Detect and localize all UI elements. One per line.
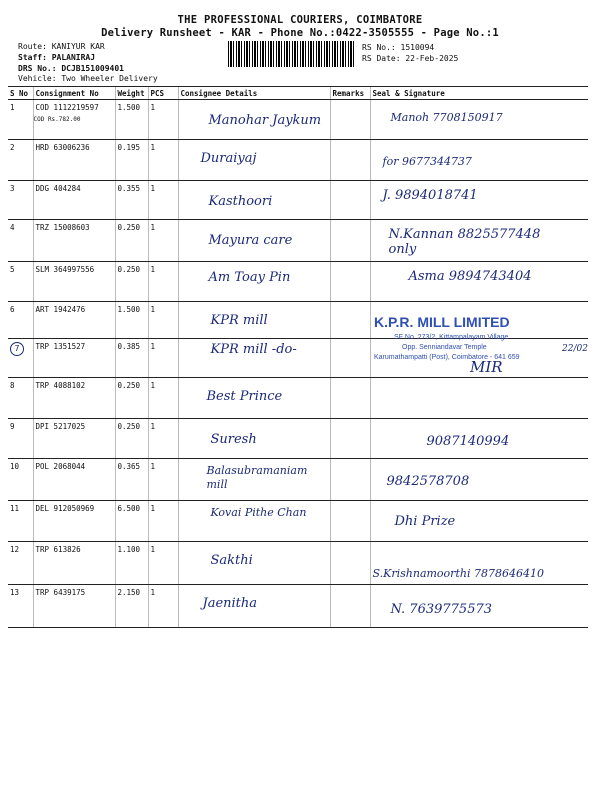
row-consignment: DDG 404284 xyxy=(33,181,115,220)
row-consignment: DPI 5217025 xyxy=(33,419,115,459)
table-row xyxy=(8,100,588,140)
row-signature: Asma 9894743404 xyxy=(370,262,588,302)
stamp-address-2: Opp. Senniandavar Temple xyxy=(402,344,487,351)
table-row xyxy=(8,140,588,181)
row-weight: 1.500 xyxy=(115,100,148,140)
row-consignment: TRP 6439175 xyxy=(33,585,115,628)
table-row xyxy=(8,419,588,459)
row-consignee: Mayura care xyxy=(178,220,330,262)
row-consignee: Sakthi xyxy=(178,542,330,585)
row-remarks xyxy=(330,339,370,378)
row-remarks xyxy=(330,262,370,302)
row-signature: 9842578708 xyxy=(370,459,588,501)
row-consignment: SLM 364997556 xyxy=(33,262,115,302)
row-weight: 0.195 xyxy=(115,140,148,181)
row-sno: 3 xyxy=(8,181,33,220)
row-sno: 8 xyxy=(8,378,33,419)
row-remarks xyxy=(330,585,370,628)
col-consignment: Consignment No xyxy=(33,87,115,100)
row-consignment: COD 1112219597 COD Rs.782.00 xyxy=(33,100,115,140)
row-signature: Manoh 7708150917 xyxy=(370,100,588,140)
row-sno: 5 xyxy=(8,262,33,302)
row-remarks xyxy=(330,181,370,220)
row-sno: 13 xyxy=(8,585,33,628)
vehicle-label: Vehicle: Two Wheeler Delivery xyxy=(18,74,158,83)
table-row xyxy=(8,459,588,501)
table-row xyxy=(8,181,588,220)
row-sno: 6 xyxy=(8,302,33,339)
row-signature: J. 9894018741 xyxy=(370,181,588,220)
col-signature: Seal & Signature xyxy=(370,87,588,100)
row-remarks xyxy=(330,501,370,542)
row-consignee: Jaenitha xyxy=(178,585,330,628)
row-sno: 12 xyxy=(8,542,33,585)
row-weight: 6.500 xyxy=(115,501,148,542)
stamp-date: 22/02 xyxy=(562,344,588,354)
row-pcs: 1 xyxy=(148,501,178,542)
row-signature: Dhi Prize xyxy=(370,501,588,542)
row-consignee: Kovai Pithe Chan xyxy=(178,501,330,542)
stamp-address-1: SF No. 273/2, Kittampalayam Village xyxy=(394,334,509,341)
col-consignee: Consignee Details xyxy=(178,87,330,100)
drs-number: DRS No.: DCJB151009401 xyxy=(18,64,124,73)
route-label: Route: KANIYUR KAR xyxy=(18,42,105,51)
row-consignee: Kasthoori xyxy=(178,181,330,220)
table-row xyxy=(8,501,588,542)
stamp-initials: MIR xyxy=(470,358,503,376)
row-weight: 0.355 xyxy=(115,181,148,220)
row-pcs: 1 xyxy=(148,459,178,501)
row-consignee: Duraiyaj xyxy=(178,140,330,181)
row-consignment: POL 2068044 xyxy=(33,459,115,501)
row-consignment: TRZ 15008603 xyxy=(33,220,115,262)
row-weight: 0.250 xyxy=(115,419,148,459)
row-consignee: KPR mill -do- xyxy=(178,339,330,378)
row-consignee: Best Prince xyxy=(178,378,330,419)
table-row xyxy=(8,262,588,302)
table-row xyxy=(8,585,588,628)
row-pcs: 1 xyxy=(148,220,178,262)
row-signature: N.Kannan 8825577448 only xyxy=(370,220,588,262)
row-consignment: TRP 4088102 xyxy=(33,378,115,419)
row-pcs: 1 xyxy=(148,585,178,628)
row-consignment: TRP 613826 xyxy=(33,542,115,585)
row-sno: 11 xyxy=(8,501,33,542)
rs-date: RS Date: 22-Feb-2025 xyxy=(362,54,459,63)
rs-number: RS No.: 1510094 xyxy=(362,43,435,52)
row-weight: 1.500 xyxy=(115,302,148,339)
row-remarks xyxy=(330,459,370,501)
stamp-company: K.P.R. MILL LIMITED xyxy=(374,314,510,330)
row-pcs: 1 xyxy=(148,100,178,140)
row-remarks xyxy=(330,302,370,339)
row-consignee: Manohar Jaykum xyxy=(178,100,330,140)
table-row xyxy=(8,378,588,419)
col-weight: Weight xyxy=(115,87,148,100)
row-pcs: 1 xyxy=(148,378,178,419)
kpr-mill-stamp xyxy=(374,314,564,361)
row-weight: 2.150 xyxy=(115,585,148,628)
row-sno: 4 xyxy=(8,220,33,262)
row-weight: 1.100 xyxy=(115,542,148,585)
row-weight: 0.365 xyxy=(115,459,148,501)
col-remarks: Remarks xyxy=(330,87,370,100)
row-consignment: ART 1942476 xyxy=(33,302,115,339)
row-pcs: 1 xyxy=(148,181,178,220)
row-consignee: KPR mill xyxy=(178,302,330,339)
row-pcs: 1 xyxy=(148,339,178,378)
row-sno: 9 xyxy=(8,419,33,459)
row-weight: 0.385 xyxy=(115,339,148,378)
row-consignee: Balasubramaniam mill xyxy=(178,459,330,501)
company-title: THE PROFESSIONAL COURIERS, COIMBATORE xyxy=(177,14,423,26)
row-pcs: 1 xyxy=(148,419,178,459)
row-consignment: DEL 912050969 xyxy=(33,501,115,542)
row-weight: 0.250 xyxy=(115,378,148,419)
row-sno: 1 xyxy=(8,100,33,140)
row-remarks xyxy=(330,220,370,262)
runsheet-heading: Delivery Runsheet - KAR - Phone No.:0422-3505555 - Page No.:1 xyxy=(101,27,499,39)
stamp-address-3: Karumathampatti (Post), Coimbatore - 641 659 xyxy=(374,354,520,361)
row-pcs: 1 xyxy=(148,262,178,302)
staff-label: Staff: PALANIRAJ xyxy=(18,53,96,62)
row-remarks xyxy=(330,100,370,140)
table-header xyxy=(8,87,588,100)
row-pcs: 1 xyxy=(148,302,178,339)
row-consignee: Am Toay Pin xyxy=(178,262,330,302)
row-consignee: Suresh xyxy=(178,419,330,459)
row-signature: for 9677344737 xyxy=(370,140,588,181)
row-weight: 0.250 xyxy=(115,220,148,262)
row-remarks xyxy=(330,378,370,419)
row-remarks xyxy=(330,140,370,181)
table-row xyxy=(8,542,588,585)
row-weight: 0.250 xyxy=(115,262,148,302)
row-remarks xyxy=(330,419,370,459)
barcode xyxy=(228,41,356,67)
cod-amount: COD Rs.782.00 xyxy=(33,116,81,123)
row-sno: 10 xyxy=(8,459,33,501)
row-sno: 2 xyxy=(8,140,33,181)
col-sno: S No xyxy=(8,87,33,100)
row-signature: 9087140994 xyxy=(370,419,588,459)
row-signature: S.Krishnamoorthi 7878646410 xyxy=(370,542,588,585)
row-consignment: HRD 63006236 xyxy=(33,140,115,181)
col-pcs: PCS xyxy=(148,87,178,100)
row-sno: 7 xyxy=(8,339,33,378)
row-signature xyxy=(370,378,588,419)
row-signature: N. 7639775573 xyxy=(370,585,588,628)
row-pcs: 1 xyxy=(148,542,178,585)
row-consignment: TRP 1351527 xyxy=(33,339,115,378)
row-remarks xyxy=(330,542,370,585)
table-row xyxy=(8,220,588,262)
row-pcs: 1 xyxy=(148,140,178,181)
